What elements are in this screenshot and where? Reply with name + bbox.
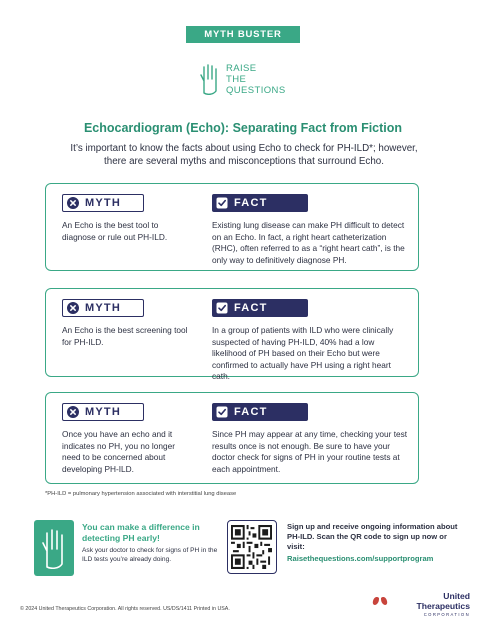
qr-code[interactable] <box>227 520 277 574</box>
cta-heading: You can make a difference in detecting PH early! <box>82 522 200 543</box>
support-program-link[interactable]: Raisethequestions.com/supportprogram <box>287 554 434 563</box>
company-corporation: CORPORATION <box>423 612 470 617</box>
x-circle-icon <box>67 302 79 314</box>
make-a-difference-callout <box>34 520 224 578</box>
myth-fact-card-1 <box>45 183 419 271</box>
myth-label: MYTH <box>85 302 121 314</box>
fact-badge <box>212 194 308 212</box>
hand-icon-box <box>34 520 74 576</box>
company-name: United Therapeutics <box>416 591 470 611</box>
page-title: Echocardiogram (Echo): Separating Fact from Fiction <box>83 121 403 135</box>
myth-statement: Once you have an echo and it indicates no PH, you no longer need to be concerned about developing PH-ILD. <box>62 429 176 474</box>
fact-label: FACT <box>234 406 268 418</box>
copyright-notice: © 2024 United Therapeutics Corporation. All rights reserved. US/DS/1411 Printed in USA. <box>20 606 230 612</box>
fact-badge <box>212 403 308 421</box>
myth-fact-card-2 <box>45 288 419 381</box>
footnote: *PH-ILD = pulmonary hypertension associated with interstitial lung disease <box>45 491 237 497</box>
myth-badge <box>62 403 144 421</box>
signup-text: Sign up and receive ongoing information about PH-ILD. Scan the QR code to sign up now or visit: <box>287 522 458 551</box>
united-therapeutics-logo <box>372 592 472 618</box>
myth-label: MYTH <box>85 197 121 209</box>
raised-hand-icon <box>199 63 221 95</box>
fact-label: FACT <box>234 197 268 209</box>
fact-statement: Existing lung disease can make PH difficult to detect on an Echo. In fact, a right heart catheterization (RHC), often referred to as a “right heart cath”, is the only way to definitively diagnose PH. <box>212 220 405 265</box>
fact-label: FACT <box>234 302 268 314</box>
intro-paragraph: It’s important to know the facts about using Echo to check for PH-ILD*; however, there are several myths and misconceptions that surround Echo. <box>70 143 418 167</box>
x-circle-icon <box>67 406 79 418</box>
check-box-icon <box>216 302 228 314</box>
x-circle-icon <box>67 197 79 209</box>
myth-statement: An Echo is the best screening tool for PH-ILD. <box>62 325 188 347</box>
myth-buster-banner: MYTH BUSTER <box>186 26 300 43</box>
myth-badge <box>62 194 144 212</box>
fact-statement: Since PH may appear at any time, checking your test results once is not enough. Be sure to have your doctor check for signs of PH in your routine tests at each appointment. <box>212 429 408 474</box>
myth-statement: An Echo is the best tool to diagnose or rule out PH-ILD. <box>62 220 168 242</box>
myth-badge <box>62 299 144 317</box>
myth-fact-card-3 <box>45 392 419 484</box>
lungs-icon <box>372 592 388 606</box>
check-box-icon <box>216 406 228 418</box>
check-box-icon <box>216 197 228 209</box>
fact-statement: In a group of patients with ILD who were clinically suspected of having PH-ILD, 40% had a low likelihood of PH based on their Echo but were confirmed to actually have PH using a right heart cath. <box>212 325 394 381</box>
cta-subtext: Ask your doctor to check for signs of PH in the ILD tests you’re already doing. <box>82 547 218 563</box>
qr-code-icon <box>231 525 272 569</box>
logo-wordmark: RAISE THE QUESTIONS <box>226 63 286 96</box>
fact-badge <box>212 299 308 317</box>
raise-the-questions-logo <box>199 63 299 99</box>
myth-label: MYTH <box>85 406 121 418</box>
raised-hand-icon <box>40 527 68 569</box>
